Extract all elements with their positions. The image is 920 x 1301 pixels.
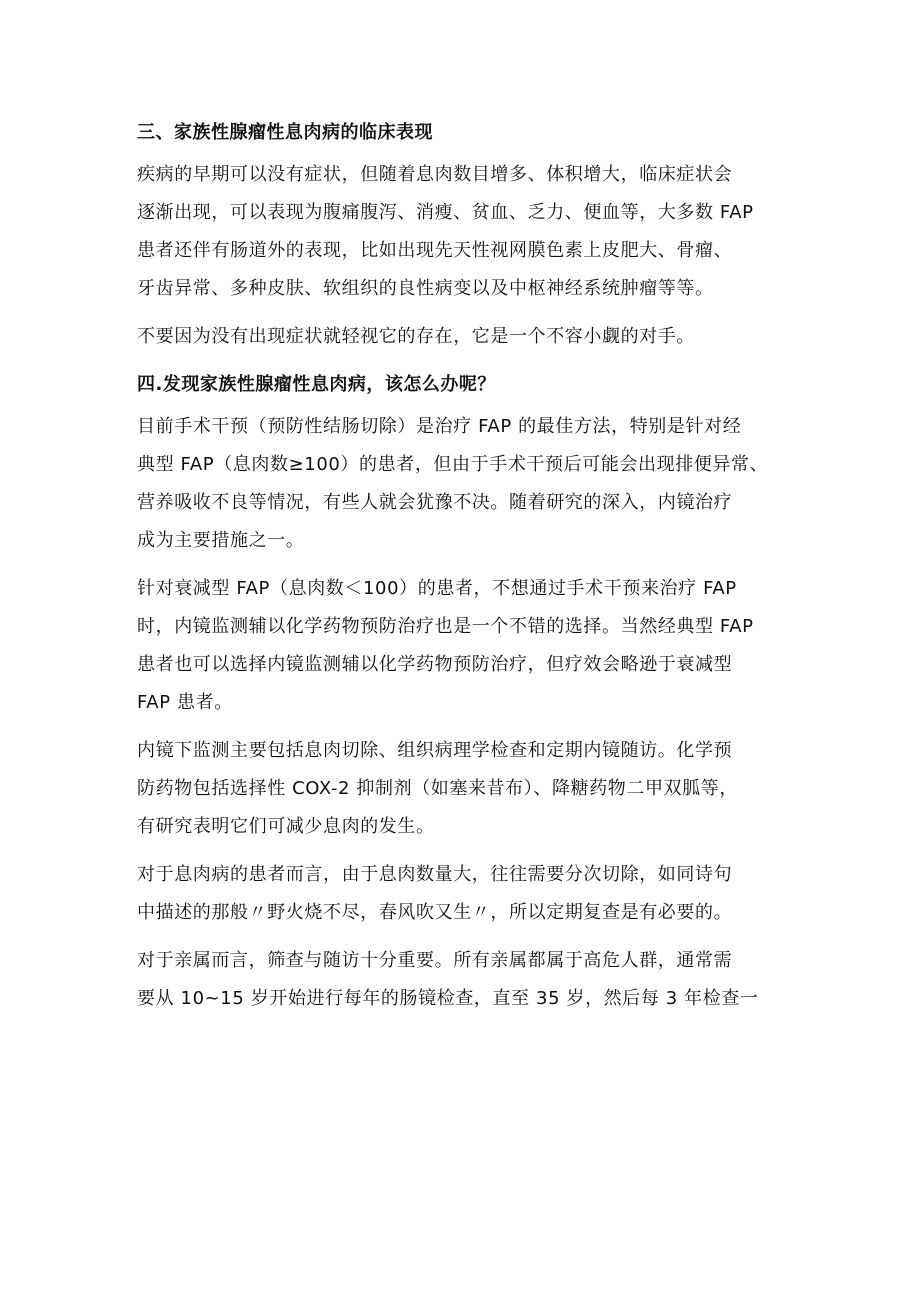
section-3-heading: 三、家族性腺瘤性息肉病的临床表现: [137, 122, 433, 143]
text-line: 中描述的那般〃野火烧不尽，春风吹又生〃，所以定期复查是有必要的。: [137, 902, 733, 923]
text-line: 要从 10~15 岁开始进行每年的肠镜检查，直至 35 岁，然后每 3 年检查一: [137, 988, 759, 1009]
text-line: 典型 FAP（息肉数≥100）的患者，但由于手术干预后可能会出现排便异常、: [137, 454, 769, 475]
section-4-paragraph-3: [137, 732, 797, 846]
text-line: 逐渐出现，可以表现为腹痛腹泻、消瘦、贫血、乏力、便血等，大多数 FAP: [137, 202, 754, 223]
text-line: 患者也可以选择内镜监测辅以化学药物预防治疗，但疗效会略逊于衰减型: [137, 654, 733, 675]
document-body: [137, 114, 797, 1028]
text-line: 成为主要措施之一。: [137, 530, 305, 551]
text-line: FAP 患者。: [137, 692, 233, 713]
text-line: 防药物包括选择性 COX-2 抑制剂（如塞来昔布）、降糖药物二甲双胍等，: [137, 778, 739, 799]
text-line: 对于亲属而言，筛查与随访十分重要。所有亲属都属于高危人群，通常需: [137, 950, 733, 971]
section-4-paragraph-4: [137, 856, 797, 932]
text-line: 针对衰减型 FAP（息肉数＜100）的患者，不想通过手术干预来治疗 FAP: [137, 578, 737, 599]
text-line: 有研究表明它们可减少息肉的发生。: [137, 816, 435, 837]
text-line: 牙齿异常、多种皮肤、软组织的良性病变以及中枢神经系统肿瘤等等。: [137, 278, 714, 299]
text-line: 不要因为没有出现症状就轻视它的存在，它是一个不容小觑的对手。: [137, 326, 695, 347]
text-line: 营养吸收不良等情况，有些人就会犹豫不决。随着研究的深入，内镜治疗: [137, 492, 733, 513]
section-3-paragraph-2: [137, 318, 797, 356]
section-4-paragraph-1: [137, 408, 797, 560]
section-4-paragraph-5: [137, 942, 797, 1018]
text-line: 内镜下监测主要包括息肉切除、组织病理学检查和定期内镜随访。化学预: [137, 740, 733, 761]
text-line: 时，内镜监测辅以化学药物预防治疗也是一个不错的选择。当然经典型 FAP: [137, 616, 754, 637]
text-line: 对于息肉病的患者而言，由于息肉数量大，往往需要分次切除，如同诗句: [137, 864, 733, 885]
text-line: 疾病的早期可以没有症状，但随着息肉数目增多、体积增大，临床症状会: [137, 164, 733, 185]
section-3-paragraph-1: [137, 156, 797, 308]
text-line: 患者还伴有肠道外的表现，比如出现先天性视网膜色素上皮肥大、骨瘤、: [137, 240, 733, 261]
text-line: 目前手术干预（预防性结肠切除）是治疗 FAP 的最佳方法，特别是针对经: [137, 416, 742, 437]
section-4-heading: 四.发现家族性腺瘤性息肉病，该怎么办呢？: [137, 374, 496, 395]
section-4-paragraph-2: [137, 570, 797, 722]
